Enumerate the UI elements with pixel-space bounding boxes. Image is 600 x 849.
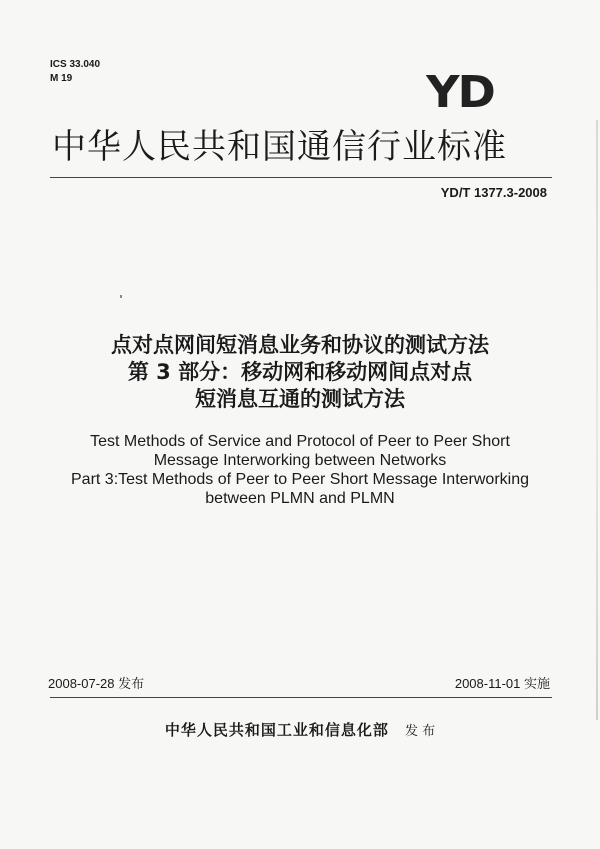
english-title-line-2: Message Interworking between Networks [153,452,447,469]
top-divider [50,177,552,178]
chinese-title-line-2: 第 3 部分：移动网和移动网间点对点 [127,360,473,384]
publisher-organization: 中华人民共和国工业和信息化部 [164,721,389,739]
chinese-title-line-1: 点对点网间短消息业务和协议的测试方法 [111,333,489,357]
publisher-release-label: 发 布 [404,724,436,739]
english-title-line-4: between PLMN and PLMN [205,490,395,507]
issue-date: 2008-07-28 发布 [48,676,145,691]
english-title [20,432,580,508]
scan-edge-shadow [596,120,598,720]
publisher-line [40,720,560,742]
bottom-divider [50,697,552,698]
standard-number: YD/T 1377.3-2008 [440,185,547,200]
chinese-title-line-3: 短消息互通的测试方法 [195,387,405,411]
standard-type-title: 中华人民共和国通信行业标准 [52,127,507,167]
ics-code: ICS 33.040 [50,59,101,70]
yd-logo: YD [426,67,494,118]
english-title-line-1: Test Methods of Service and Protocol of Peer to Peer Short [90,433,510,450]
classification-block [50,58,100,86]
implementation-date: 2008-11-01 实施 [454,676,550,691]
category-code: M 19 [50,73,73,84]
english-title-line-3: Part 3:Test Methods of Peer to Peer Short Message Interworking [71,471,529,488]
scan-speck [120,295,122,298]
chinese-title [40,332,560,413]
